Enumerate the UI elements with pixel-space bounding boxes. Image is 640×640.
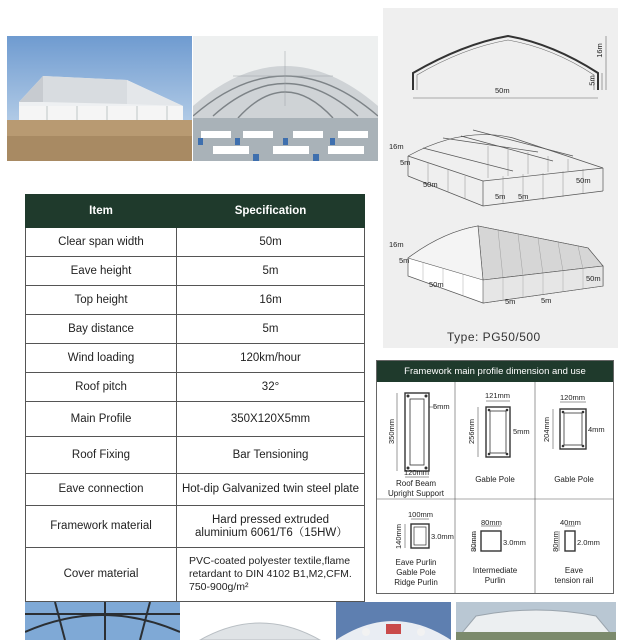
purlin2-width-label: 80mm <box>481 518 502 527</box>
gable2-thick-label: 4mm <box>588 425 605 434</box>
gable1-thick-label: 5mm <box>513 427 530 436</box>
tent-type-label: Type: PG50/500 <box>447 330 541 344</box>
main-height-label: 350mm <box>387 418 397 445</box>
row-item: Main Profile <box>26 402 177 437</box>
bottom-photo-3 <box>336 602 451 640</box>
row-spec: Bar Tensioning <box>177 437 365 474</box>
spec-table <box>25 194 365 602</box>
gable1-height-label: 256mm <box>467 418 477 445</box>
front-eave-label: 5m <box>587 75 597 86</box>
covered-width-label: 50m <box>429 280 444 289</box>
row-item: Roof Fixing <box>26 437 177 474</box>
gable2-height-label: 204mm <box>542 416 552 443</box>
covered-eave-label: 5m <box>399 256 410 265</box>
gable2-width-label: 120mm <box>560 393 586 402</box>
row-item: Eave connection <box>26 474 177 506</box>
front-height-label: 16m <box>594 43 604 58</box>
row-spec: 120km/hour <box>177 344 365 373</box>
purlin1-height-label: 140mm <box>394 523 404 550</box>
frame-bay1-label: 5m <box>495 192 506 201</box>
covered-bay1-label: 5m <box>505 297 516 306</box>
purlin2-thick-label: 3.0mm <box>503 538 526 547</box>
purlin3-thick-label: 2.0mm <box>577 538 600 547</box>
row-item: Eave height <box>26 257 177 286</box>
covered-length-label: 50m <box>586 274 601 283</box>
row-item: Framework material <box>26 506 177 548</box>
gable1-width-label: 121mm <box>485 391 511 400</box>
row-spec: PVC-coated polyester textile,flame retardant to DIN 4102 B1,M2,CFM. 750-900g/m² <box>177 548 365 602</box>
profile-dimensions-panel <box>376 360 614 594</box>
technical-drawings-panel <box>383 8 618 348</box>
purlin3-width-label: 40mm <box>560 518 581 527</box>
bottom-photo-2 <box>190 602 330 640</box>
tent-interior-photo <box>193 36 378 161</box>
purlin1-thick-label: 3.0mm <box>431 532 454 541</box>
frame-eave-label: 5m <box>400 158 411 167</box>
purlin3-height-label: 80mm <box>550 531 560 552</box>
purlin3-label: Eave tension rail <box>554 566 594 585</box>
purlin2-label: Intermediate Purlin <box>472 566 518 585</box>
gable2-label: Gable Pole <box>554 475 594 484</box>
covered-bay2-label: 5m <box>541 296 552 305</box>
tent-exterior-photo <box>7 36 192 161</box>
row-spec: 16m <box>177 286 365 315</box>
bottom-photo-4 <box>456 602 616 640</box>
frame-perspective-drawing <box>403 116 613 216</box>
bottom-photo-1 <box>25 602 180 640</box>
frame-height-label: 16m <box>389 142 404 151</box>
frame-length-label: 50m <box>576 176 591 185</box>
gable1-label: Gable Pole <box>475 475 515 484</box>
row-item: Wind loading <box>26 344 177 373</box>
header-specification: Specification <box>177 195 365 228</box>
profile-panel-title: Framework main profile dimension and use <box>377 361 613 382</box>
purlin1-width-label: 100mm <box>408 510 434 519</box>
purlin1-label: Eave Purlin Gable Pole Ridge Purlin <box>394 558 438 587</box>
row-item: Clear span width <box>26 228 177 257</box>
frame-width-label: 50m <box>423 180 438 189</box>
row-spec: 32° <box>177 373 365 402</box>
row-spec: Hard pressed extruded aluminium 6061/T6（15HW） <box>177 506 365 548</box>
row-spec: 5m <box>177 315 365 344</box>
row-spec: 5m <box>177 257 365 286</box>
row-spec: 350X120X5mm <box>177 402 365 437</box>
purlin2-height-label: 80mm <box>468 531 478 552</box>
row-item: Top height <box>26 286 177 315</box>
main-width-label: 120mm <box>404 468 430 477</box>
row-spec: Hot-dip Galvanized twin steel plate <box>177 474 365 506</box>
header-item: Item <box>26 195 177 228</box>
front-width-label: 50m <box>495 86 510 95</box>
row-item: Roof pitch <box>26 373 177 402</box>
covered-height-label: 16m <box>389 240 404 249</box>
main-profile-label: Roof Beam Upright Support <box>387 479 445 498</box>
frame-bay2-label: 5m <box>518 192 529 201</box>
row-item: Cover material <box>26 548 177 602</box>
row-spec: 50m <box>177 228 365 257</box>
main-thick-label: 5mm <box>433 402 450 411</box>
row-item: Bay distance <box>26 315 177 344</box>
